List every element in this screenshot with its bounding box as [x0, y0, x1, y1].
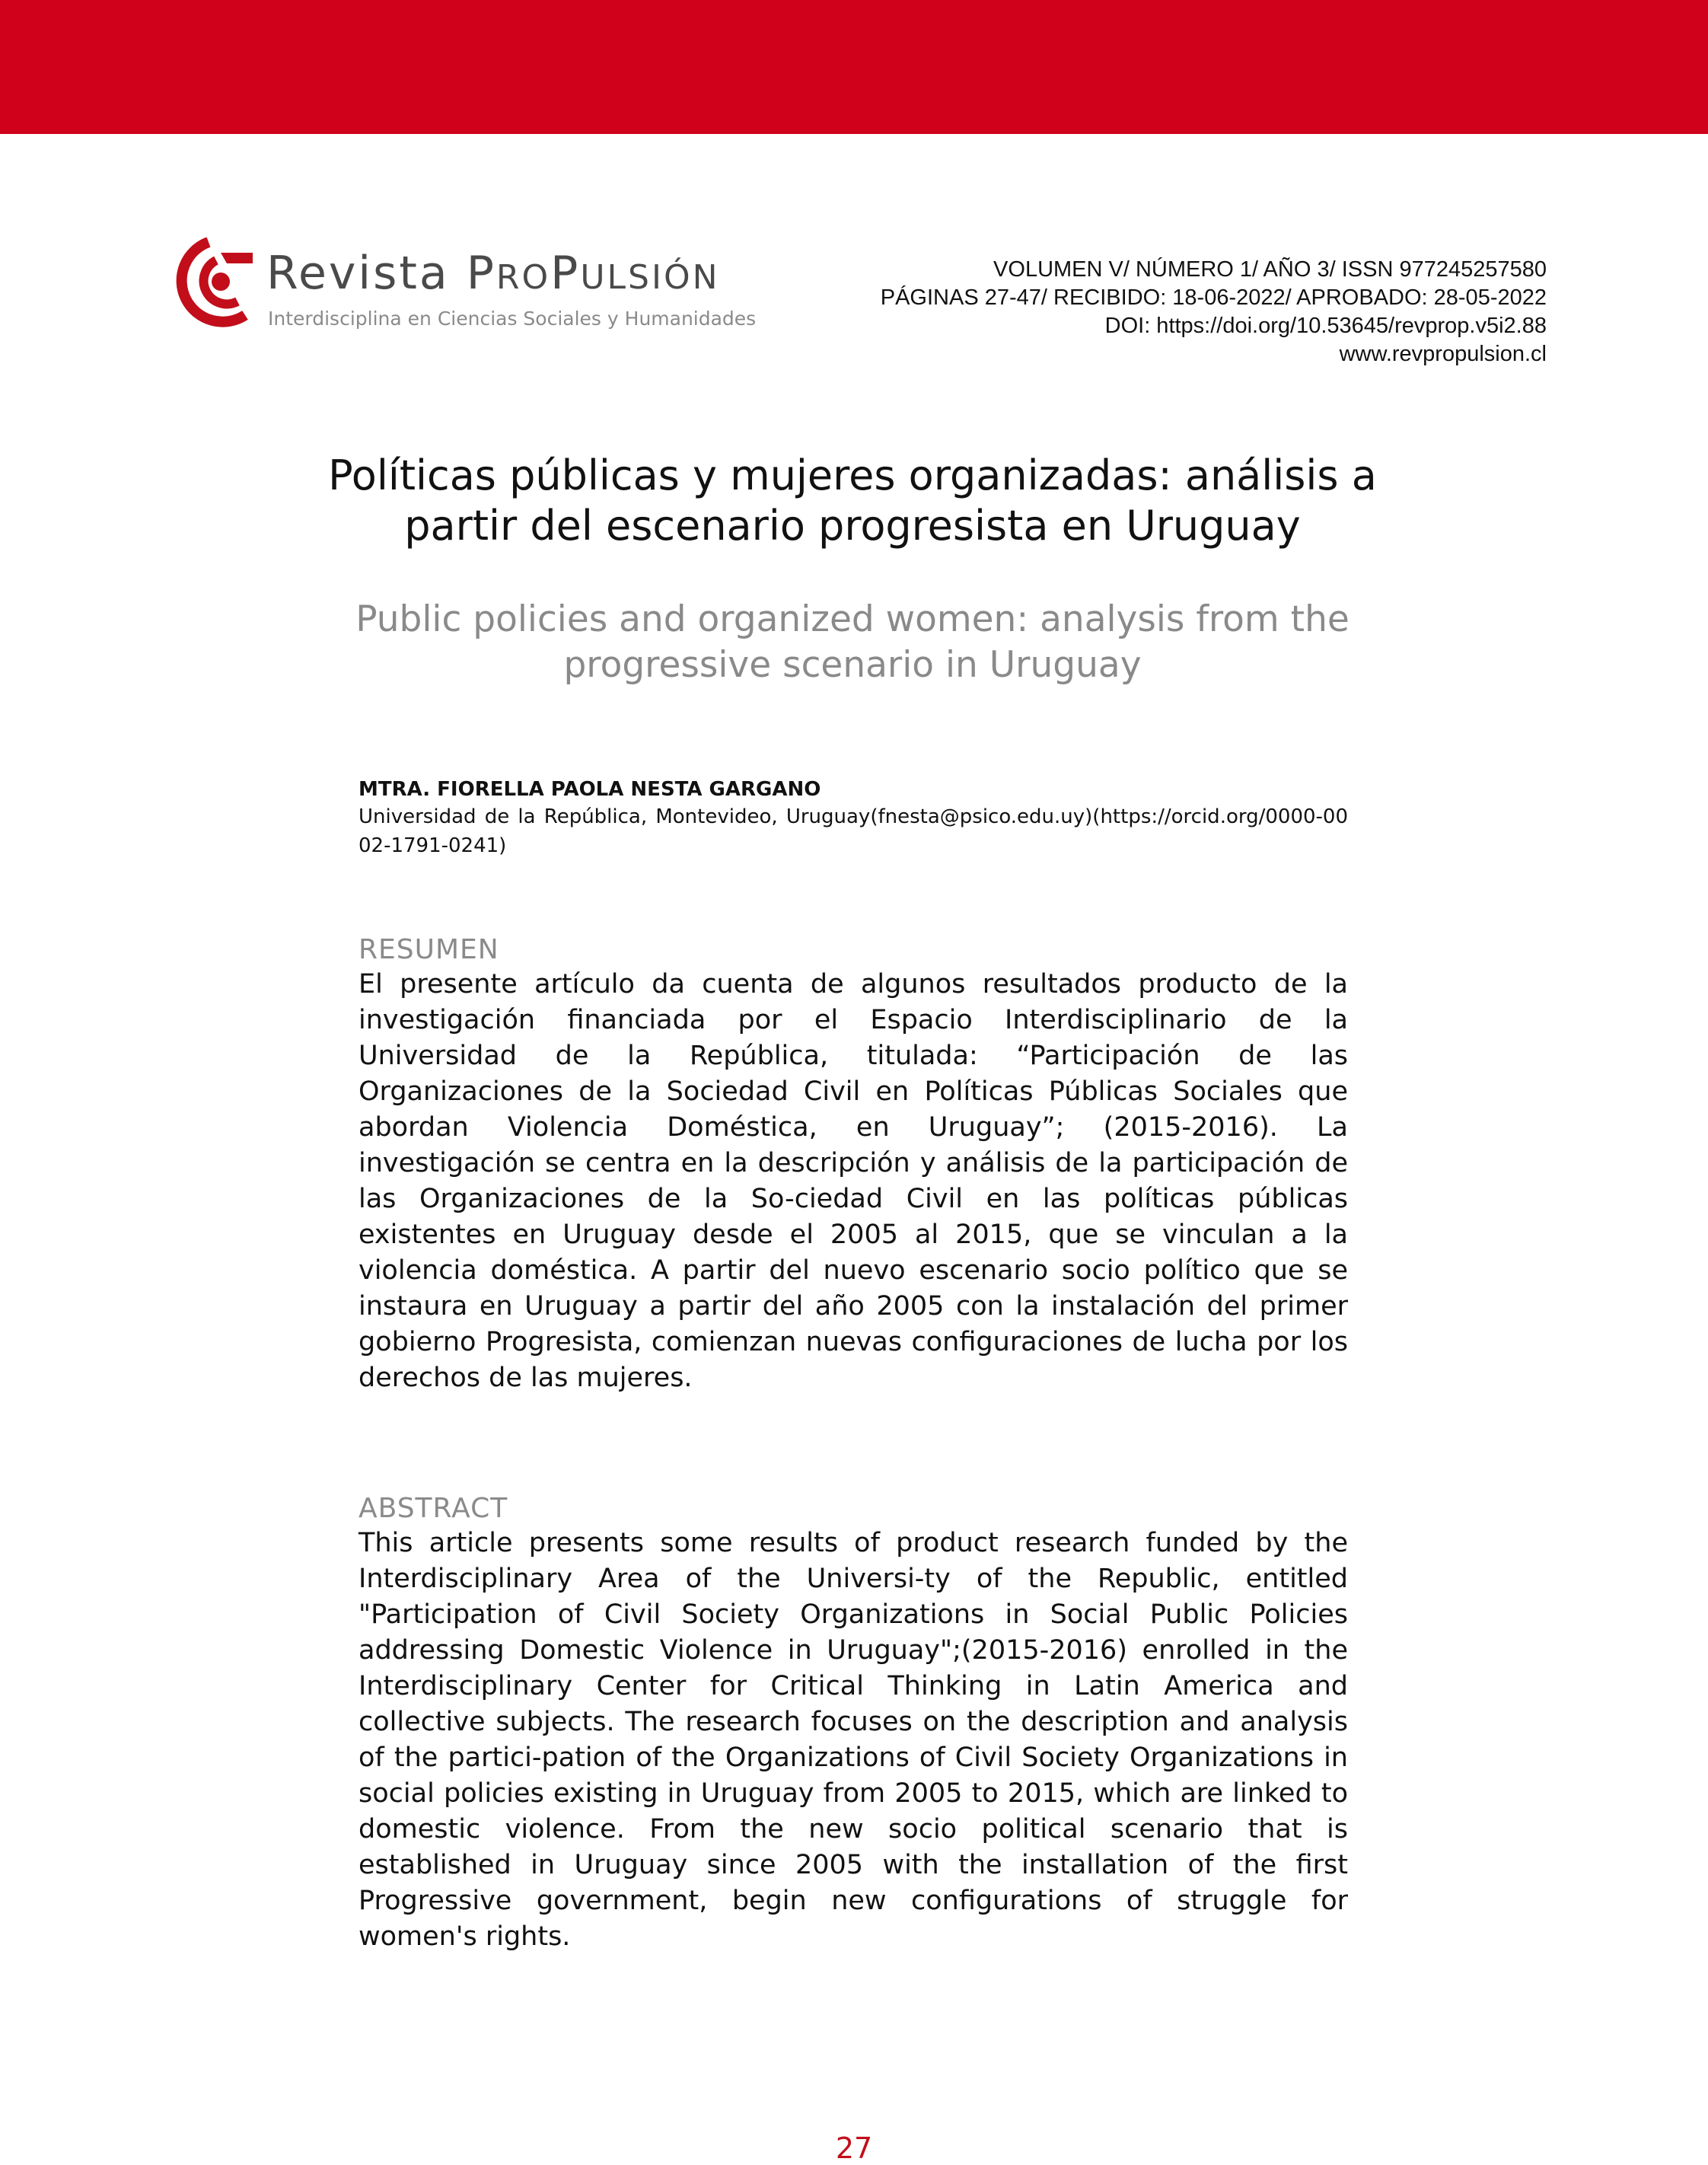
meta-volume: VOLUMEN V/ NÚMERO 1/ AÑO 3/ ISSN 977245257580 — [993, 257, 1547, 282]
article-title-english-line1: Public policies and organized women: analysis from the — [355, 598, 1350, 640]
article-title-english-line2: progressive scenario in Uruguay — [563, 644, 1142, 686]
author-affiliation: Universidad de la República, Montevideo, Uruguay(fnesta@psico.edu.uy)(https://orcid.org/0000-0002-1791-0241) — [358, 805, 1348, 857]
meta-doi[interactable]: DOI: https://doi.org/10.53645/revprop.v5i2.88 — [1104, 314, 1547, 338]
journal-name: Revista PROPULSIÓN — [266, 247, 720, 300]
abstract-body: This article presents some results of product research funded by the Interdisciplinary Area of the Universi-ty of the Republic, entitled "Participation of Civil Society Organizations in Social Public Policies addressing Domestic Violence in Uruguay";(2015-2016) enrolled in the Interdisciplinary Center for Critical Thinking in Latin America and collective subjects. The research focuses on the description and analysis of the partici-pation of the Organizations of Civil Society Organizations in social policies existing in Uruguay from 2005 to 2015, which are linked to domestic violence. From the new socio political scenario that is established in Uruguay since 2005 with the installation of the first Progressive government, begin new configurations of struggle for women's rights. — [358, 1528, 1348, 1952]
resumen-heading: RESUMEN — [358, 934, 499, 965]
propulsion-logo-icon — [174, 238, 259, 329]
resumen-body: El presente artículo da cuenta de algunos resultados producto de la investigación financiada por el Espacio Interdisciplinario de la Universidad de la República, titulada: “Participación de las Organizaciones de la Sociedad Civil en Políticas Públicas Sociales que abordan Violencia Doméstica, en Uruguay”; (2015-2016). La investigación se centra en la descripción y análisis de la participación de las Organizaciones de la So-ciedad Civil en las políticas públicas existentes en Uruguay desde el 2005 al 2015, que se vinculan a la violencia doméstica. A partir del nuevo escenario socio político que se instaura en Uruguay a partir del año 2005 con la instalación del primer gobierno Progresista, comienzan nuevas configuraciones de lucha por los derechos de las mujeres. — [358, 969, 1348, 1393]
page-number: 27 — [835, 2132, 873, 2165]
article-title — [228, 451, 1477, 551]
article-title-english — [228, 597, 1477, 688]
article-title-line1: Políticas públicas y mujeres organizadas: análisis a — [328, 451, 1377, 499]
top-color-band — [0, 0, 1708, 134]
abstract-heading: ABSTRACT — [358, 1493, 508, 1524]
article-title-line2: partir del escenario progresista en Uruguay — [404, 502, 1301, 550]
meta-pages-dates: PÁGINAS 27-47/ RECIBIDO: 18-06-2022/ APROBADO: 28-05-2022 — [880, 285, 1547, 310]
publication-metadata — [785, 256, 1547, 368]
journal-tagline: Interdisciplina en Ciencias Sociales y Humanidades — [268, 308, 757, 330]
journal-logo — [174, 238, 767, 335]
author-name: MTRA. FIORELLA PAOLA NESTA GARGANO — [358, 778, 821, 801]
meta-website[interactable]: www.revpropulsion.cl — [1339, 342, 1547, 366]
